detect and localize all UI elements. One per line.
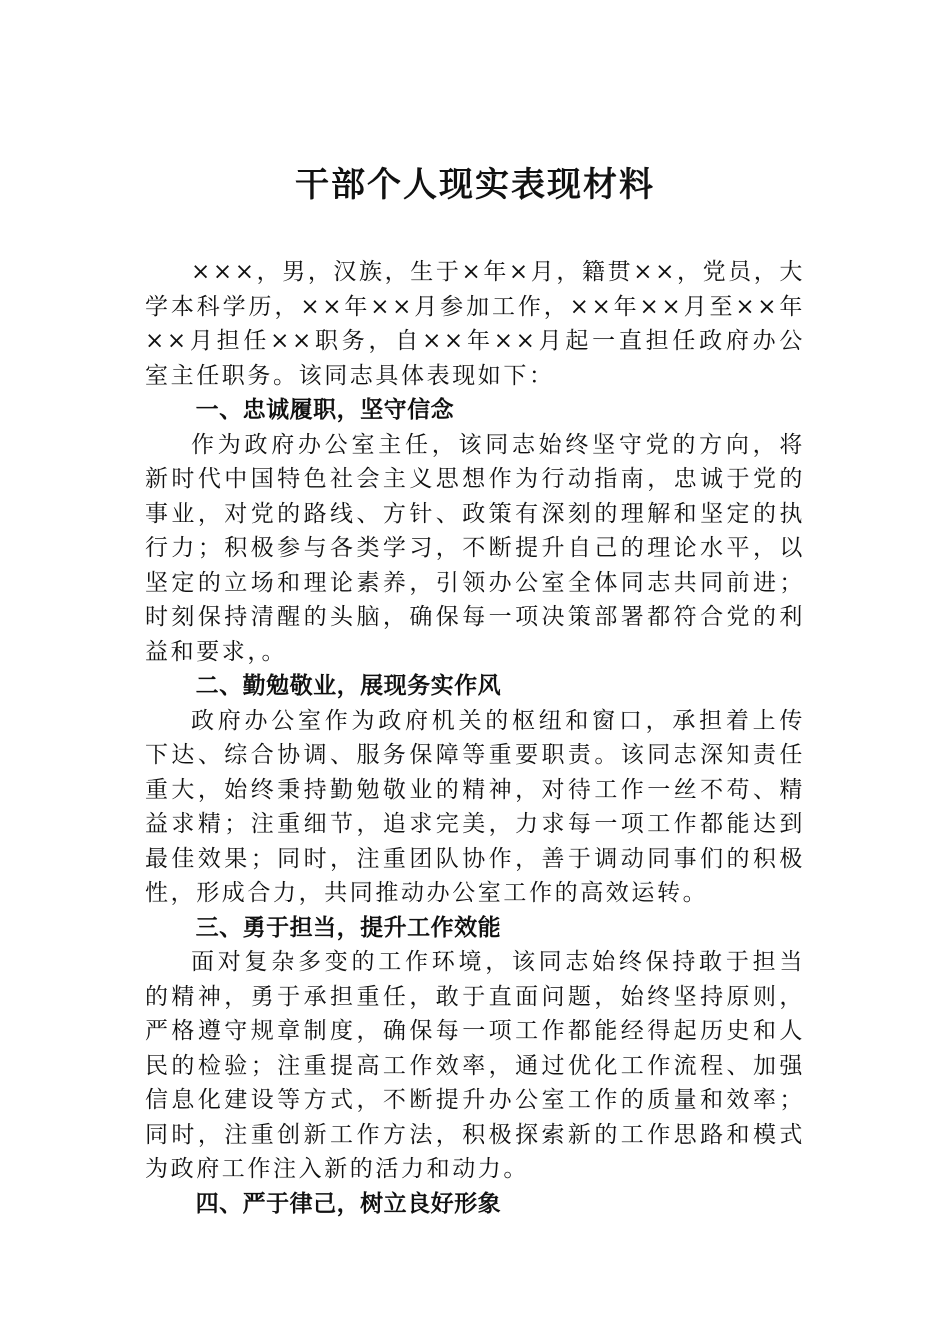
section-heading-1: 一、忠诚履职，坚守信念: [195, 397, 455, 423]
section-heading-2: 二、勤勉敬业，展现务实作风: [195, 673, 502, 699]
section-paragraph-1: 作为政府办公室主任，该同志始终坚守党的方向，将新时代中国特色社会主义思想作为行动指南，忠诚于党的事业，对党的路线、方针、政策有深刻的理解和坚定的执行力；积极参与各类学习，不断提升自己的理论水平，以坚定的立场和理论素养，引领办公室全体同志共同前进；时刻保持清醒的头脑，确保每一项决策部署都符合党的利益和要求，。: [145, 431, 805, 665]
section-heading-4: 四、严于律己，树立良好形象: [195, 1190, 502, 1217]
document-body: [145, 255, 805, 1221]
section-paragraph-2: 政府办公室作为政府机关的枢纽和窗口，承担着上传下达、综合协调、服务保障等重要职责。该同志深知责任重大，始终秉持勤勉敬业的精神，对待工作一丝不苟、精益求精；注重细节，追求完美，力求每一项工作都能达到最佳效果；同时，注重团队协作，善于调动同事们的积极性，形成合力，共同推动办公室工作的高效运转。: [145, 707, 805, 906]
section-paragraph-3: 面对复杂多变的工作环境，该同志始终保持敢于担当的精神，勇于承担重任，敢于直面问题，始终坚持原则，严格遵守规章制度，确保每一项工作都能经得起历史和人民的检验；注重提高工作效率，通过优化工作流程、加强信息化建设等方式，不断提升办公室工作的质量和效率；同时，注重创新工作方法，积极探索新的工作思路和模式为政府工作注入新的活力和动力。: [145, 949, 805, 1182]
section-heading-3: 三、勇于担当，提升工作效能: [195, 914, 502, 941]
document-title: 干部个人现实表现材料: [295, 165, 655, 205]
intro-paragraph: ×××，男，汉族，生于×年×月，籍贯××，党员，大学本科学历，××年××月参加工作，××年××月至××年××月担任××职务，自××年××月起一直担任政府办公室主任职务。该同志具体表现如下：: [145, 259, 805, 389]
